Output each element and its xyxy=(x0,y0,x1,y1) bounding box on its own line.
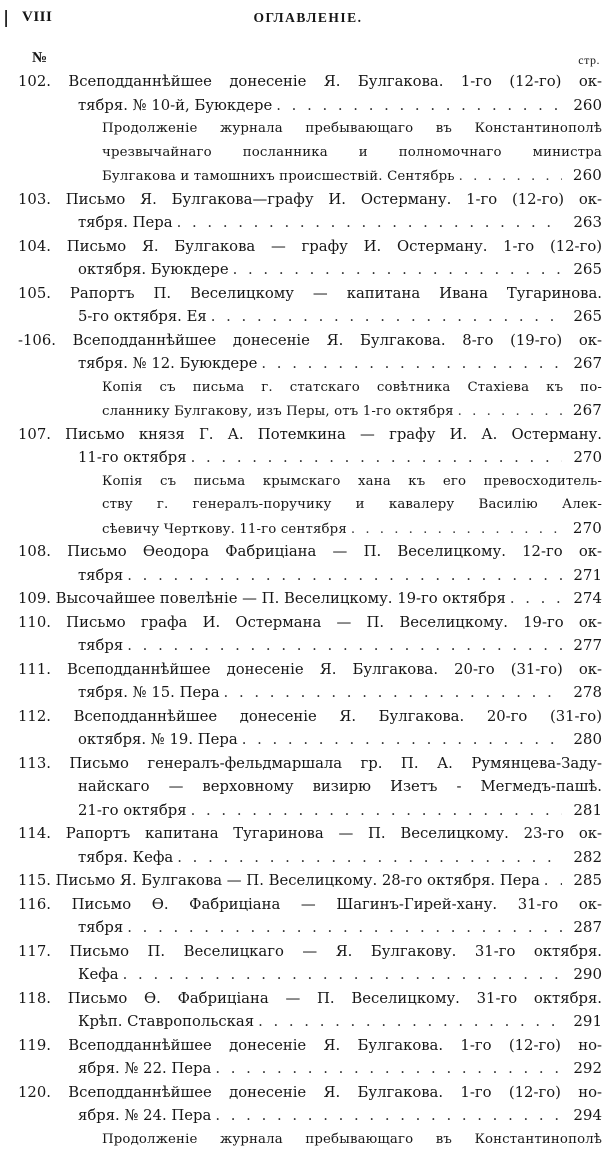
dot-leader xyxy=(211,305,562,329)
toc-subentry-line: Копія съ письма г. статскаго совѣтника Стахіева къ по- xyxy=(0,376,612,400)
toc-continuation-line: найскаго — верховному визирю Изетъ - Мегмедъ-пашѣ. xyxy=(0,775,612,799)
dot-leader xyxy=(351,518,562,541)
toc-page-number: 280 xyxy=(566,728,602,752)
page-column-header: стр. xyxy=(578,53,600,68)
toc-page-number: 290 xyxy=(566,963,602,987)
toc-page-number: 291 xyxy=(566,1010,602,1034)
dot-leader xyxy=(215,1057,562,1081)
toc-entry-line: 104. Письмо Я. Булгакова — графу И. Остерману. 1-го (12-го) xyxy=(0,235,612,259)
toc-continuation-line xyxy=(0,728,612,752)
toc-line-text: Крѣп. Ставропольская xyxy=(78,1010,254,1034)
toc-page-number: 287 xyxy=(566,916,602,940)
toc-line-text: тября xyxy=(78,634,123,658)
toc-entry-line: 118. Письмо Ѳ. Фабриціана — П. Веселицкому. 31-го октября. xyxy=(0,987,612,1011)
toc-continuation-line xyxy=(0,564,612,588)
dot-leader xyxy=(177,211,562,235)
dot-leader xyxy=(127,916,562,940)
toc-entry-line: 107. Письмо князя Г. А. Потемкина — графу И. А. Остерману. xyxy=(0,423,612,447)
toc-line-text: 109. Высочайшее повелѣніе — П. Веселицкому. 19-го октября xyxy=(18,587,506,611)
toc-line-text: тября. № 15. Пера xyxy=(78,681,220,705)
toc-page-number: 260 xyxy=(566,164,602,188)
toc-entry-line: -106. Всеподданнѣйшее донесеніе Я. Булгакова. 8-го (19-го) ок- xyxy=(0,329,612,353)
toc-line-text: ября. № 22. Пера xyxy=(78,1057,211,1081)
toc-line-text: тября xyxy=(78,564,123,588)
toc-page-number: 267 xyxy=(566,399,602,423)
toc-subentry-line: Копія съ письма крымскаго хана къ его превосходитель- xyxy=(0,470,612,494)
dot-leader xyxy=(191,446,562,470)
toc-continuation-line xyxy=(0,799,612,823)
toc-page-number: 274 xyxy=(566,587,602,611)
dot-leader xyxy=(233,258,562,282)
toc-line-text: октября. № 19. Пера xyxy=(78,728,238,752)
dot-leader xyxy=(276,94,562,118)
toc-page-number: 294 xyxy=(566,1104,602,1128)
toc-line-text: тября. № 10-й, Буюкдере xyxy=(78,94,272,118)
toc-subentry-line: Продолженіе журнала пребывающаго въ Константинополѣ xyxy=(0,1128,612,1151)
toc-continuation-line xyxy=(0,1104,612,1128)
toc-continuation-line xyxy=(0,1010,612,1034)
dot-leader xyxy=(127,634,562,658)
toc-line-text: Кефа xyxy=(78,963,119,987)
toc-page-number: 271 xyxy=(566,564,602,588)
toc-continuation-line xyxy=(0,846,612,870)
toc-page-number: 285 xyxy=(566,869,602,893)
toc-line-text: тября. Пера xyxy=(78,211,173,235)
toc-line-text: Булгакова и тамошнихъ происшествій. Сентябрь xyxy=(102,165,455,188)
dot-leader xyxy=(459,165,562,188)
toc-entry-line: 112. Всеподданнѣйшее донесеніе Я. Булгакова. 20-го (31-го) xyxy=(0,705,612,729)
toc-continuation-line xyxy=(0,446,612,470)
toc-page-number: 277 xyxy=(566,634,602,658)
dot-leader xyxy=(544,869,562,893)
toc-entry-line: 116. Письмо Ѳ. Фабриціана — Шагинъ-Гирей-хану. 31-го ок- xyxy=(0,893,612,917)
toc-line-text: 11-го октября xyxy=(78,446,187,470)
toc-page-number: 265 xyxy=(566,305,602,329)
running-header xyxy=(22,9,594,31)
toc-entry-line xyxy=(0,587,612,611)
dot-leader xyxy=(261,352,562,376)
toc-continuation-line xyxy=(0,258,612,282)
toc-line-text: тября. № 12. Буюкдере xyxy=(78,352,257,376)
toc-entry-line: 114. Рапортъ капитана Тугаринова — П. Веселицкому. 23-го ок- xyxy=(0,822,612,846)
toc-line-text: 21-го октября xyxy=(78,799,187,823)
toc-continuation-line xyxy=(0,211,612,235)
toc-entry-line: 110. Письмо графа И. Остермана — П. Веселицкому. 19-го ок- xyxy=(0,611,612,635)
toc-continuation-line xyxy=(0,305,612,329)
toc-entry-line: 102. Всеподданнѣйшее донесеніе Я. Булгакова. 1-го (12-го) ок- xyxy=(0,70,612,94)
toc-line-text: тября xyxy=(78,916,123,940)
toc-continuation-line xyxy=(0,94,612,118)
toc-continuation-line xyxy=(0,352,612,376)
dot-leader xyxy=(123,963,562,987)
toc-page-number: 267 xyxy=(566,352,602,376)
toc-page-number: 281 xyxy=(566,799,602,823)
toc-continuation-line xyxy=(0,681,612,705)
toc-page-number: 263 xyxy=(566,211,602,235)
toc-page-number: 292 xyxy=(566,1057,602,1081)
dot-leader xyxy=(458,400,562,423)
toc-subentry-line: чрезвычайнаго посланника и полномочнаго министра xyxy=(0,141,612,165)
toc-subentry-line xyxy=(0,399,612,423)
toc-page-number: 260 xyxy=(566,94,602,118)
toc-page-number: 270 xyxy=(566,517,602,541)
dot-leader xyxy=(510,587,562,611)
toc-continuation-line xyxy=(0,916,612,940)
dot-leader xyxy=(191,799,562,823)
toc-page-number: 265 xyxy=(566,258,602,282)
toc-subentry-line xyxy=(0,164,612,188)
toc-entry-line: 105. Рапортъ П. Веселицкому — капитана Ивана Тугаринова. xyxy=(0,282,612,306)
toc-page-number: 282 xyxy=(566,846,602,870)
toc-continuation-line xyxy=(0,963,612,987)
table-of-contents xyxy=(0,70,612,1151)
dot-leader xyxy=(215,1104,562,1128)
dot-leader xyxy=(127,564,562,588)
toc-line-text: ября. № 24. Пера xyxy=(78,1104,211,1128)
toc-subentry-line: ству г. генералъ-поручику и кавалеру Василію Алек- xyxy=(0,493,612,517)
toc-continuation-line xyxy=(0,634,612,658)
page-title: ОГЛАВЛЕНІЕ. xyxy=(22,10,594,26)
toc-entry-line: 117. Письмо П. Веселицкаго — Я. Булгакову. 31-го октября. xyxy=(0,940,612,964)
toc-line-text: 115. Письмо Я. Булгакова — П. Веселицкому. 28-го октября. Пера xyxy=(18,869,540,893)
toc-continuation-line xyxy=(0,1057,612,1081)
toc-subentry-line xyxy=(0,517,612,541)
toc-line-text: октября. Буюкдере xyxy=(78,258,229,282)
dot-leader xyxy=(177,846,562,870)
toc-line-text: сланнику Булгакову, изъ Перы, отъ 1-го октября xyxy=(102,400,454,423)
dot-leader xyxy=(258,1010,562,1034)
toc-line-text: сѣевичу Черткову. 11-го сентября xyxy=(102,518,347,541)
toc-page-number: 270 xyxy=(566,446,602,470)
number-column-header: № xyxy=(32,50,47,67)
toc-entry-line: 111. Всеподданнѣйшее донесеніе Я. Булгакова. 20-го (31-го) ок- xyxy=(0,658,612,682)
toc-entry-line xyxy=(0,869,612,893)
toc-line-text: 5-го октября. Ея xyxy=(78,305,207,329)
toc-line-text: тября. Кефа xyxy=(78,846,173,870)
dot-leader xyxy=(224,681,562,705)
dot-leader xyxy=(242,728,562,752)
column-headers xyxy=(32,50,600,66)
toc-entry-line: 120. Всеподданнѣйшее донесеніе Я. Булгакова. 1-го (12-го) но- xyxy=(0,1081,612,1105)
toc-page-number: 278 xyxy=(566,681,602,705)
page-number: VIII xyxy=(22,9,52,26)
toc-subentry-line: Продолженіе журнала пребывающаго въ Константинополѣ xyxy=(0,117,612,141)
margin-pencil-mark: | xyxy=(3,8,9,28)
toc-entry-line: 103. Письмо Я. Булгакова—графу И. Остерману. 1-го (12-го) ок- xyxy=(0,188,612,212)
toc-entry-line: 119. Всеподданнѣйшее донесеніе Я. Булгакова. 1-го (12-го) но- xyxy=(0,1034,612,1058)
toc-entry-line: 108. Письмо Ѳеодора Фабриціана — П. Веселицкому. 12-го ок- xyxy=(0,540,612,564)
toc-entry-line: 113. Письмо генералъ-фельдмаршала гр. П. А. Румянцева-Заду- xyxy=(0,752,612,776)
